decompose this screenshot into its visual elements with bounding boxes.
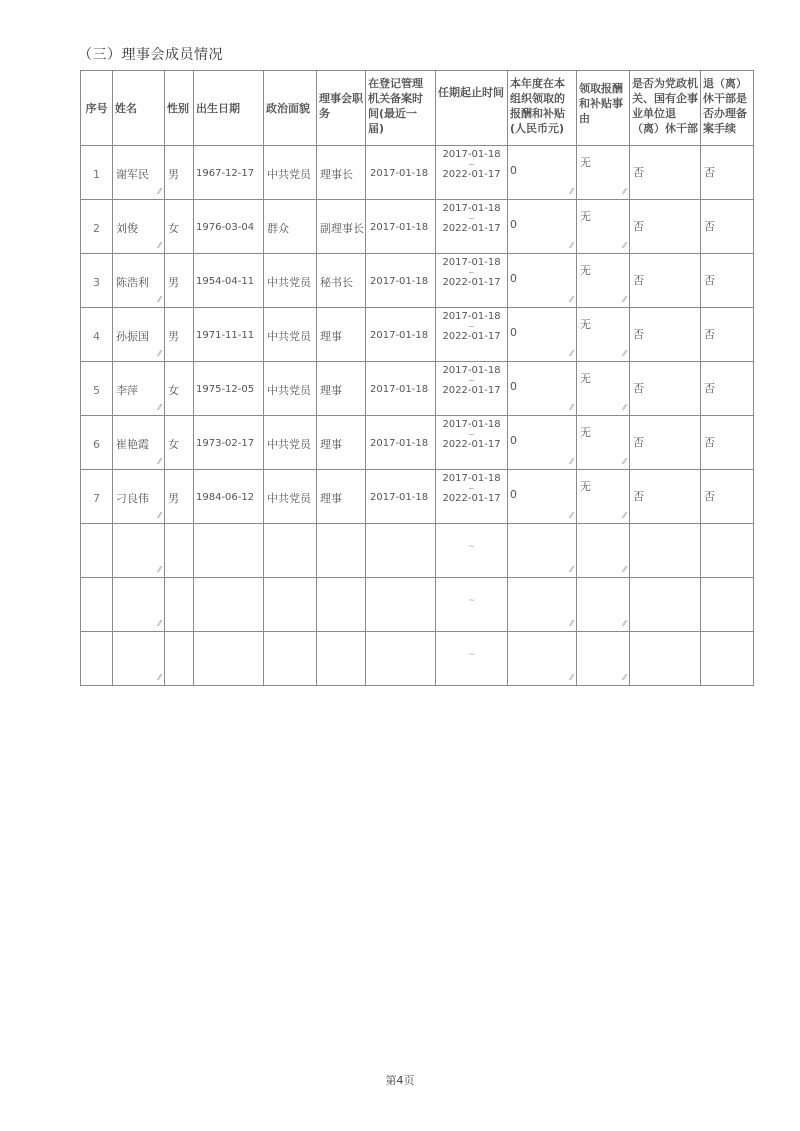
term-separator: ~ (468, 376, 475, 385)
retired-filing-cell[interactable] (701, 416, 754, 470)
resize-grip-icon: ⁄⁄ (570, 565, 573, 574)
term-end: 2022-01-17 (442, 223, 501, 234)
gov-retired-cell-value: 否 (633, 274, 644, 287)
political-status-cell-value: 中共党员 (267, 438, 311, 451)
birth-date-cell[interactable] (194, 362, 264, 416)
registration-time-cell[interactable] (366, 362, 436, 416)
empty-cell[interactable] (366, 632, 436, 686)
seq-cell (81, 308, 113, 362)
empty-term-cell[interactable] (436, 632, 508, 686)
birth-date-cell[interactable] (194, 254, 264, 308)
resize-grip-icon: ⁄⁄ (570, 673, 573, 682)
name-input-value: 谢军民 (116, 168, 149, 181)
gender-cell[interactable] (165, 200, 194, 254)
gov-retired-cell[interactable] (630, 362, 701, 416)
resize-grip-icon: ⁄⁄ (158, 349, 161, 358)
gender-cell-value: 男 (168, 168, 179, 181)
political-status-cell[interactable] (264, 470, 317, 524)
name-input-value: 孙振国 (116, 330, 149, 343)
empty-pay-input[interactable] (508, 632, 577, 686)
resize-grip-icon: ⁄⁄ (623, 403, 626, 412)
resize-grip-icon: ⁄⁄ (623, 241, 626, 250)
term-start: 2017-01-18 (442, 149, 501, 160)
registration-time-cell[interactable] (366, 416, 436, 470)
term-start: 2017-01-18 (442, 365, 501, 376)
political-status-cell-value: 中共党员 (267, 492, 311, 505)
term-end: 2022-01-17 (442, 277, 501, 288)
term-start: 2017-01-18 (442, 257, 501, 268)
gender-cell[interactable] (165, 416, 194, 470)
birth-date-cell-value: 1973-02-17 (196, 438, 255, 449)
name-input[interactable] (113, 416, 165, 470)
seq-cell (81, 470, 113, 524)
term-separator: ~ (468, 214, 475, 223)
registration-time-cell-value: 2017-01-18 (370, 168, 429, 179)
retired-filing-cell-value: 否 (704, 166, 715, 179)
gov-retired-cell-value: 否 (633, 490, 644, 503)
board-members-table (80, 70, 754, 686)
name-input-value: 刘俊 (116, 222, 138, 235)
resize-grip-icon: ⁄⁄ (158, 619, 161, 628)
term-separator: ~ (467, 596, 476, 606)
pay-reason-input[interactable] (577, 200, 630, 254)
seq-cell-value: 6 (93, 438, 100, 451)
gender-cell-value: 女 (168, 222, 179, 235)
resize-grip-icon: ⁄⁄ (623, 295, 626, 304)
term-cell[interactable] (436, 308, 508, 362)
board-position-cell[interactable] (317, 416, 366, 470)
empty-cell[interactable] (264, 578, 317, 632)
birth-date-cell-value: 1975-12-05 (196, 384, 255, 395)
header-pay: 本年度在本组织领取的报酬和补贴(人民币元) (508, 71, 577, 146)
term-separator: ~ (468, 268, 475, 277)
seq-cell (81, 416, 113, 470)
gov-retired-cell[interactable] (630, 470, 701, 524)
gov-retired-cell[interactable] (630, 146, 701, 200)
empty-cell[interactable] (630, 578, 701, 632)
empty-cell[interactable] (366, 524, 436, 578)
empty-cell[interactable] (317, 578, 366, 632)
term-end: 2022-01-17 (442, 493, 501, 504)
resize-grip-icon: ⁄⁄ (570, 295, 573, 304)
name-input-value: 刁良伟 (116, 492, 149, 505)
empty-cell (81, 632, 113, 686)
birth-date-cell[interactable] (194, 416, 264, 470)
empty-cell[interactable] (194, 524, 264, 578)
registration-time-cell-value: 2017-01-18 (370, 492, 429, 503)
board-position-cell-value: 理事 (320, 330, 342, 343)
header-registration-time: 在登记管理机关备案时间(最近一届) (366, 71, 436, 146)
empty-cell[interactable] (630, 524, 701, 578)
gender-cell[interactable] (165, 470, 194, 524)
member-row (81, 470, 754, 524)
empty-reason-input[interactable] (577, 578, 630, 632)
resize-grip-icon: ⁄⁄ (570, 457, 573, 466)
board-position-cell[interactable] (317, 200, 366, 254)
empty-cell[interactable] (165, 578, 194, 632)
seq-cell-value: 1 (93, 168, 100, 181)
retired-filing-cell-value: 否 (704, 490, 715, 503)
empty-row (81, 578, 754, 632)
header-retired-filing: 退（离）休干部是否办理备案手续 (701, 71, 754, 146)
board-position-cell[interactable] (317, 254, 366, 308)
board-position-cell[interactable] (317, 362, 366, 416)
term-start: 2017-01-18 (442, 203, 501, 214)
retired-filing-cell-value: 否 (704, 220, 715, 233)
retired-filing-cell[interactable] (701, 200, 754, 254)
board-position-cell-value: 秘书长 (320, 276, 353, 289)
resize-grip-icon: ⁄⁄ (623, 349, 626, 358)
registration-time-cell[interactable] (366, 146, 436, 200)
header-board-position: 理事会职务 (317, 71, 366, 146)
header-birth-date: 出生日期 (194, 71, 264, 146)
resize-grip-icon: ⁄⁄ (158, 295, 161, 304)
resize-grip-icon: ⁄⁄ (570, 403, 573, 412)
member-row (81, 308, 754, 362)
political-status-cell[interactable] (264, 200, 317, 254)
resize-grip-icon: ⁄⁄ (623, 673, 626, 682)
political-status-cell-value: 中共党员 (267, 384, 311, 397)
header-pay-reason: 领取报酬和补贴事由 (577, 71, 630, 146)
seq-cell (81, 200, 113, 254)
political-status-cell-value: 中共党员 (267, 168, 311, 181)
gov-retired-cell-value: 否 (633, 328, 644, 341)
member-row (81, 200, 754, 254)
header-name: 姓名 (113, 71, 165, 146)
pay-reason-input[interactable] (577, 416, 630, 470)
gov-retired-cell-value: 否 (633, 436, 644, 449)
gov-retired-cell-value: 否 (633, 382, 644, 395)
name-input-value: 李萍 (116, 384, 138, 397)
member-row (81, 146, 754, 200)
registration-time-cell[interactable] (366, 200, 436, 254)
retired-filing-cell[interactable] (701, 146, 754, 200)
pay-input-value: 0 (510, 326, 517, 339)
retired-filing-cell[interactable] (701, 308, 754, 362)
retired-filing-cell-value: 否 (704, 436, 715, 449)
empty-cell[interactable] (701, 578, 754, 632)
pay-reason-input-value: 无 (580, 426, 591, 439)
header-gov-retired: 是否为党政机关、国有企事业单位退（离）休干部 (630, 71, 701, 146)
empty-reason-input[interactable] (577, 632, 630, 686)
term-end: 2022-01-17 (442, 385, 501, 396)
registration-time-cell-value: 2017-01-18 (370, 384, 429, 395)
gov-retired-cell[interactable] (630, 254, 701, 308)
empty-term-cell[interactable] (436, 524, 508, 578)
empty-cell[interactable] (165, 632, 194, 686)
empty-cell[interactable] (630, 632, 701, 686)
gov-retired-cell-value: 否 (633, 220, 644, 233)
empty-row (81, 632, 754, 686)
header-term: 任期起止时间 (436, 71, 508, 146)
birth-date-cell[interactable] (194, 200, 264, 254)
pay-reason-input-value: 无 (580, 318, 591, 331)
name-input[interactable] (113, 308, 165, 362)
board-position-cell[interactable] (317, 146, 366, 200)
pay-input[interactable] (508, 254, 577, 308)
board-position-cell[interactable] (317, 470, 366, 524)
resize-grip-icon: ⁄⁄ (570, 241, 573, 250)
birth-date-cell-value: 1954-04-11 (196, 276, 255, 287)
resize-grip-icon: ⁄⁄ (158, 511, 161, 520)
birth-date-cell-value: 1971-11-11 (196, 330, 255, 341)
political-status-cell[interactable] (264, 416, 317, 470)
pay-input-value: 0 (510, 434, 517, 447)
name-input-value: 陈浩利 (116, 276, 149, 289)
name-input[interactable] (113, 362, 165, 416)
pay-reason-input[interactable] (577, 362, 630, 416)
empty-cell[interactable] (194, 632, 264, 686)
resize-grip-icon: ⁄⁄ (158, 403, 161, 412)
member-row (81, 254, 754, 308)
page-number: 第4页 (385, 1074, 415, 1087)
resize-grip-icon: ⁄⁄ (623, 619, 626, 628)
empty-term-cell[interactable] (436, 578, 508, 632)
header-seq: 序号 (81, 71, 113, 146)
empty-cell[interactable] (165, 524, 194, 578)
pay-reason-input[interactable] (577, 308, 630, 362)
gender-cell-value: 女 (168, 438, 179, 451)
pay-reason-input-value: 无 (580, 210, 591, 223)
pay-reason-input-value: 无 (580, 264, 591, 277)
empty-cell[interactable] (366, 578, 436, 632)
board-position-cell-value: 理事 (320, 384, 342, 397)
name-input[interactable] (113, 200, 165, 254)
pay-input[interactable] (508, 470, 577, 524)
pay-reason-input-value: 无 (580, 156, 591, 169)
term-end: 2022-01-17 (442, 169, 501, 180)
pay-input-value: 0 (510, 218, 517, 231)
resize-grip-icon: ⁄⁄ (158, 457, 161, 466)
board-position-cell-value: 理事 (320, 492, 342, 505)
retired-filing-cell-value: 否 (704, 382, 715, 395)
term-start: 2017-01-18 (442, 311, 501, 322)
header-political-status: 政治面貌 (264, 71, 317, 146)
registration-time-cell[interactable] (366, 254, 436, 308)
resize-grip-icon: ⁄⁄ (158, 673, 161, 682)
gender-cell[interactable] (165, 362, 194, 416)
empty-cell (81, 524, 113, 578)
registration-time-cell[interactable] (366, 308, 436, 362)
empty-name-input[interactable] (113, 632, 165, 686)
pay-input-value: 0 (510, 380, 517, 393)
empty-cell[interactable] (317, 632, 366, 686)
seq-cell-value: 3 (93, 276, 100, 289)
pay-reason-input-value: 无 (580, 372, 591, 385)
retired-filing-cell[interactable] (701, 254, 754, 308)
registration-time-cell-value: 2017-01-18 (370, 438, 429, 449)
empty-name-input[interactable] (113, 524, 165, 578)
registration-time-cell[interactable] (366, 470, 436, 524)
term-separator: ~ (467, 542, 476, 552)
gender-cell[interactable] (165, 254, 194, 308)
gender-cell-value: 男 (168, 330, 179, 343)
empty-cell[interactable] (194, 578, 264, 632)
resize-grip-icon: ⁄⁄ (623, 457, 626, 466)
resize-grip-icon: ⁄⁄ (623, 565, 626, 574)
empty-cell[interactable] (701, 524, 754, 578)
resize-grip-icon: ⁄⁄ (623, 511, 626, 520)
political-status-cell[interactable] (264, 146, 317, 200)
birth-date-cell-value: 1967-12-17 (196, 168, 255, 179)
pay-input[interactable] (508, 146, 577, 200)
resize-grip-icon: ⁄⁄ (570, 349, 573, 358)
pay-input[interactable] (508, 308, 577, 362)
board-position-cell-value: 理事长 (320, 168, 353, 181)
birth-date-cell[interactable] (194, 308, 264, 362)
gov-retired-cell-value: 否 (633, 166, 644, 179)
birth-date-cell[interactable] (194, 146, 264, 200)
board-position-cell[interactable] (317, 308, 366, 362)
term-end: 2022-01-17 (442, 331, 501, 342)
seq-cell (81, 146, 113, 200)
empty-pay-input[interactable] (508, 578, 577, 632)
pay-input[interactable] (508, 416, 577, 470)
seq-cell (81, 362, 113, 416)
resize-grip-icon: ⁄⁄ (623, 187, 626, 196)
seq-cell (81, 254, 113, 308)
pay-reason-input[interactable] (577, 254, 630, 308)
term-end: 2022-01-17 (442, 439, 501, 450)
pay-reason-input[interactable] (577, 146, 630, 200)
section-title: （三）理事会成员情况 (78, 47, 223, 63)
political-status-cell[interactable] (264, 362, 317, 416)
political-status-cell-value: 群众 (267, 222, 289, 235)
board-position-cell-value: 理事 (320, 438, 342, 451)
member-row (81, 362, 754, 416)
name-input[interactable] (113, 146, 165, 200)
pay-input[interactable] (508, 200, 577, 254)
term-cell[interactable] (436, 200, 508, 254)
term-cell[interactable] (436, 146, 508, 200)
empty-pay-input[interactable] (508, 524, 577, 578)
empty-cell (81, 578, 113, 632)
empty-cell[interactable] (317, 524, 366, 578)
registration-time-cell-value: 2017-01-18 (370, 276, 429, 287)
gov-retired-cell[interactable] (630, 200, 701, 254)
term-separator: ~ (468, 322, 475, 331)
pay-input[interactable] (508, 362, 577, 416)
resize-grip-icon: ⁄⁄ (570, 511, 573, 520)
term-separator: ~ (468, 484, 475, 493)
term-separator: ~ (468, 430, 475, 439)
resize-grip-icon: ⁄⁄ (158, 187, 161, 196)
gender-cell-value: 女 (168, 384, 179, 397)
header-gender: 性别 (165, 71, 194, 146)
retired-filing-cell[interactable] (701, 470, 754, 524)
retired-filing-cell[interactable] (701, 362, 754, 416)
resize-grip-icon: ⁄⁄ (158, 241, 161, 250)
pay-reason-input-value: 无 (580, 480, 591, 493)
political-status-cell[interactable] (264, 254, 317, 308)
pay-input-value: 0 (510, 272, 517, 285)
political-status-cell-value: 中共党员 (267, 276, 311, 289)
term-cell[interactable] (436, 416, 508, 470)
seq-cell-value: 2 (93, 222, 100, 235)
pay-input-value: 0 (510, 488, 517, 501)
birth-date-cell-value: 1984-06-12 (196, 492, 255, 503)
name-input[interactable] (113, 470, 165, 524)
term-start: 2017-01-18 (442, 419, 501, 430)
seq-cell-value: 4 (93, 330, 100, 343)
empty-reason-input[interactable] (577, 524, 630, 578)
name-input[interactable] (113, 254, 165, 308)
seq-cell-value: 7 (93, 492, 100, 505)
resize-grip-icon: ⁄⁄ (158, 565, 161, 574)
resize-grip-icon: ⁄⁄ (570, 619, 573, 628)
retired-filing-cell-value: 否 (704, 274, 715, 287)
gender-cell-value: 男 (168, 276, 179, 289)
empty-row (81, 524, 754, 578)
registration-time-cell-value: 2017-01-18 (370, 222, 429, 233)
birth-date-cell-value: 1976-03-04 (196, 222, 255, 233)
gov-retired-cell[interactable] (630, 416, 701, 470)
gender-cell-value: 男 (168, 492, 179, 505)
resize-grip-icon: ⁄⁄ (570, 187, 573, 196)
empty-cell[interactable] (264, 524, 317, 578)
seq-cell-value: 5 (93, 384, 100, 397)
term-cell[interactable] (436, 362, 508, 416)
political-status-cell[interactable] (264, 308, 317, 362)
registration-time-cell-value: 2017-01-18 (370, 330, 429, 341)
member-row (81, 416, 754, 470)
board-position-cell-value: 副理事长 (320, 222, 364, 235)
name-input-value: 崔艳霞 (116, 438, 149, 451)
term-cell[interactable] (436, 470, 508, 524)
empty-cell[interactable] (701, 632, 754, 686)
term-separator: ~ (468, 160, 475, 169)
birth-date-cell[interactable] (194, 470, 264, 524)
political-status-cell-value: 中共党员 (267, 330, 311, 343)
gender-cell[interactable] (165, 146, 194, 200)
term-cell[interactable] (436, 254, 508, 308)
gov-retired-cell[interactable] (630, 308, 701, 362)
empty-cell[interactable] (264, 632, 317, 686)
term-separator: ~ (467, 650, 476, 660)
empty-name-input[interactable] (113, 578, 165, 632)
pay-input-value: 0 (510, 164, 517, 177)
term-start: 2017-01-18 (442, 473, 501, 484)
header-row (81, 71, 754, 146)
gender-cell[interactable] (165, 308, 194, 362)
retired-filing-cell-value: 否 (704, 328, 715, 341)
pay-reason-input[interactable] (577, 470, 630, 524)
